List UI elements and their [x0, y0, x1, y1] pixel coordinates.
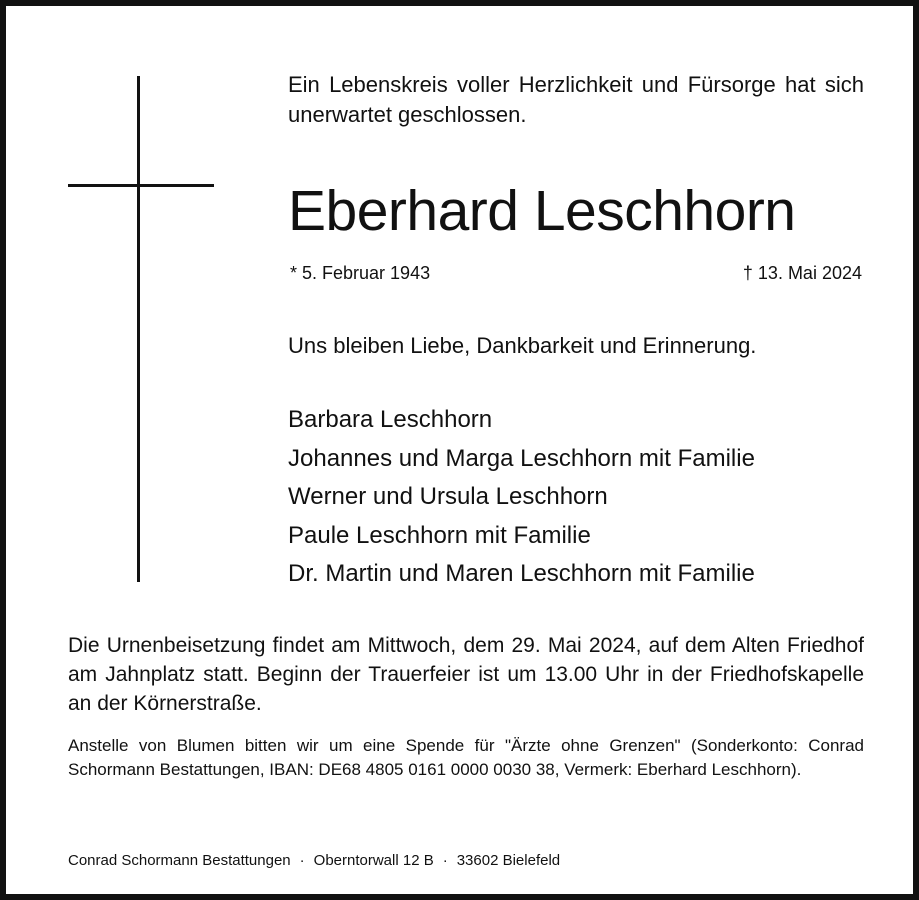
- deceased-name: Eberhard Leschhorn: [288, 179, 796, 243]
- mourners-list: [288, 401, 755, 594]
- footer-separator: ·: [442, 852, 448, 869]
- funeral-home-city: 33602 Bielefeld: [456, 852, 561, 869]
- mourner-item: Barbara Leschhorn: [288, 406, 493, 433]
- mourner-item: Johannes und Marga Leschhorn mit Familie: [288, 444, 755, 472]
- death-date: † 13. Mai 2024: [742, 263, 862, 283]
- motto-text: Uns bleiben Liebe, Dankbarkeit und Erinnerung.: [288, 333, 757, 358]
- cross-icon-vertical-bar: [137, 76, 140, 582]
- intro-text: Ein Lebenskreis voller Herzlichkeit und Fürsorge hat sich unerwartet geschlossen.: [288, 72, 864, 127]
- funeral-home-name: Conrad Schormann Bestattungen: [68, 852, 291, 869]
- footer-separator: ·: [299, 852, 305, 869]
- donation-note: Anstelle von Blumen bitten wir um eine Spende für "Ärzte ohne Grenzen" (Sonderkonto: Conrad Schormann Bestattungen, IBAN: DE68 4805 0161 0000 0030 38, Vermerk: Eberhard Leschhorn).: [68, 736, 864, 779]
- mourner-item: Dr. Martin und Maren Leschhorn mit Familie: [288, 560, 755, 587]
- life-dates: [290, 261, 862, 285]
- cross-icon-horizontal-bar: [68, 184, 214, 187]
- funeral-home-street: Oberntorwall 12 B: [313, 852, 434, 869]
- service-info: Die Urnenbeisetzung findet am Mittwoch, dem 29. Mai 2024, auf dem Alten Friedhof am Jahnplatz statt. Beginn der Trauerfeier ist um 13.00 Uhr in der Friedhofskapelle an der Körnerstraße.: [68, 634, 864, 715]
- birth-date: * 5. Februar 1943: [290, 263, 431, 283]
- mourner-item: Paule Leschhorn mit Familie: [288, 521, 591, 549]
- mourner-item: Werner und Ursula Leschhorn: [288, 483, 608, 510]
- funeral-home-footer: [68, 851, 560, 871]
